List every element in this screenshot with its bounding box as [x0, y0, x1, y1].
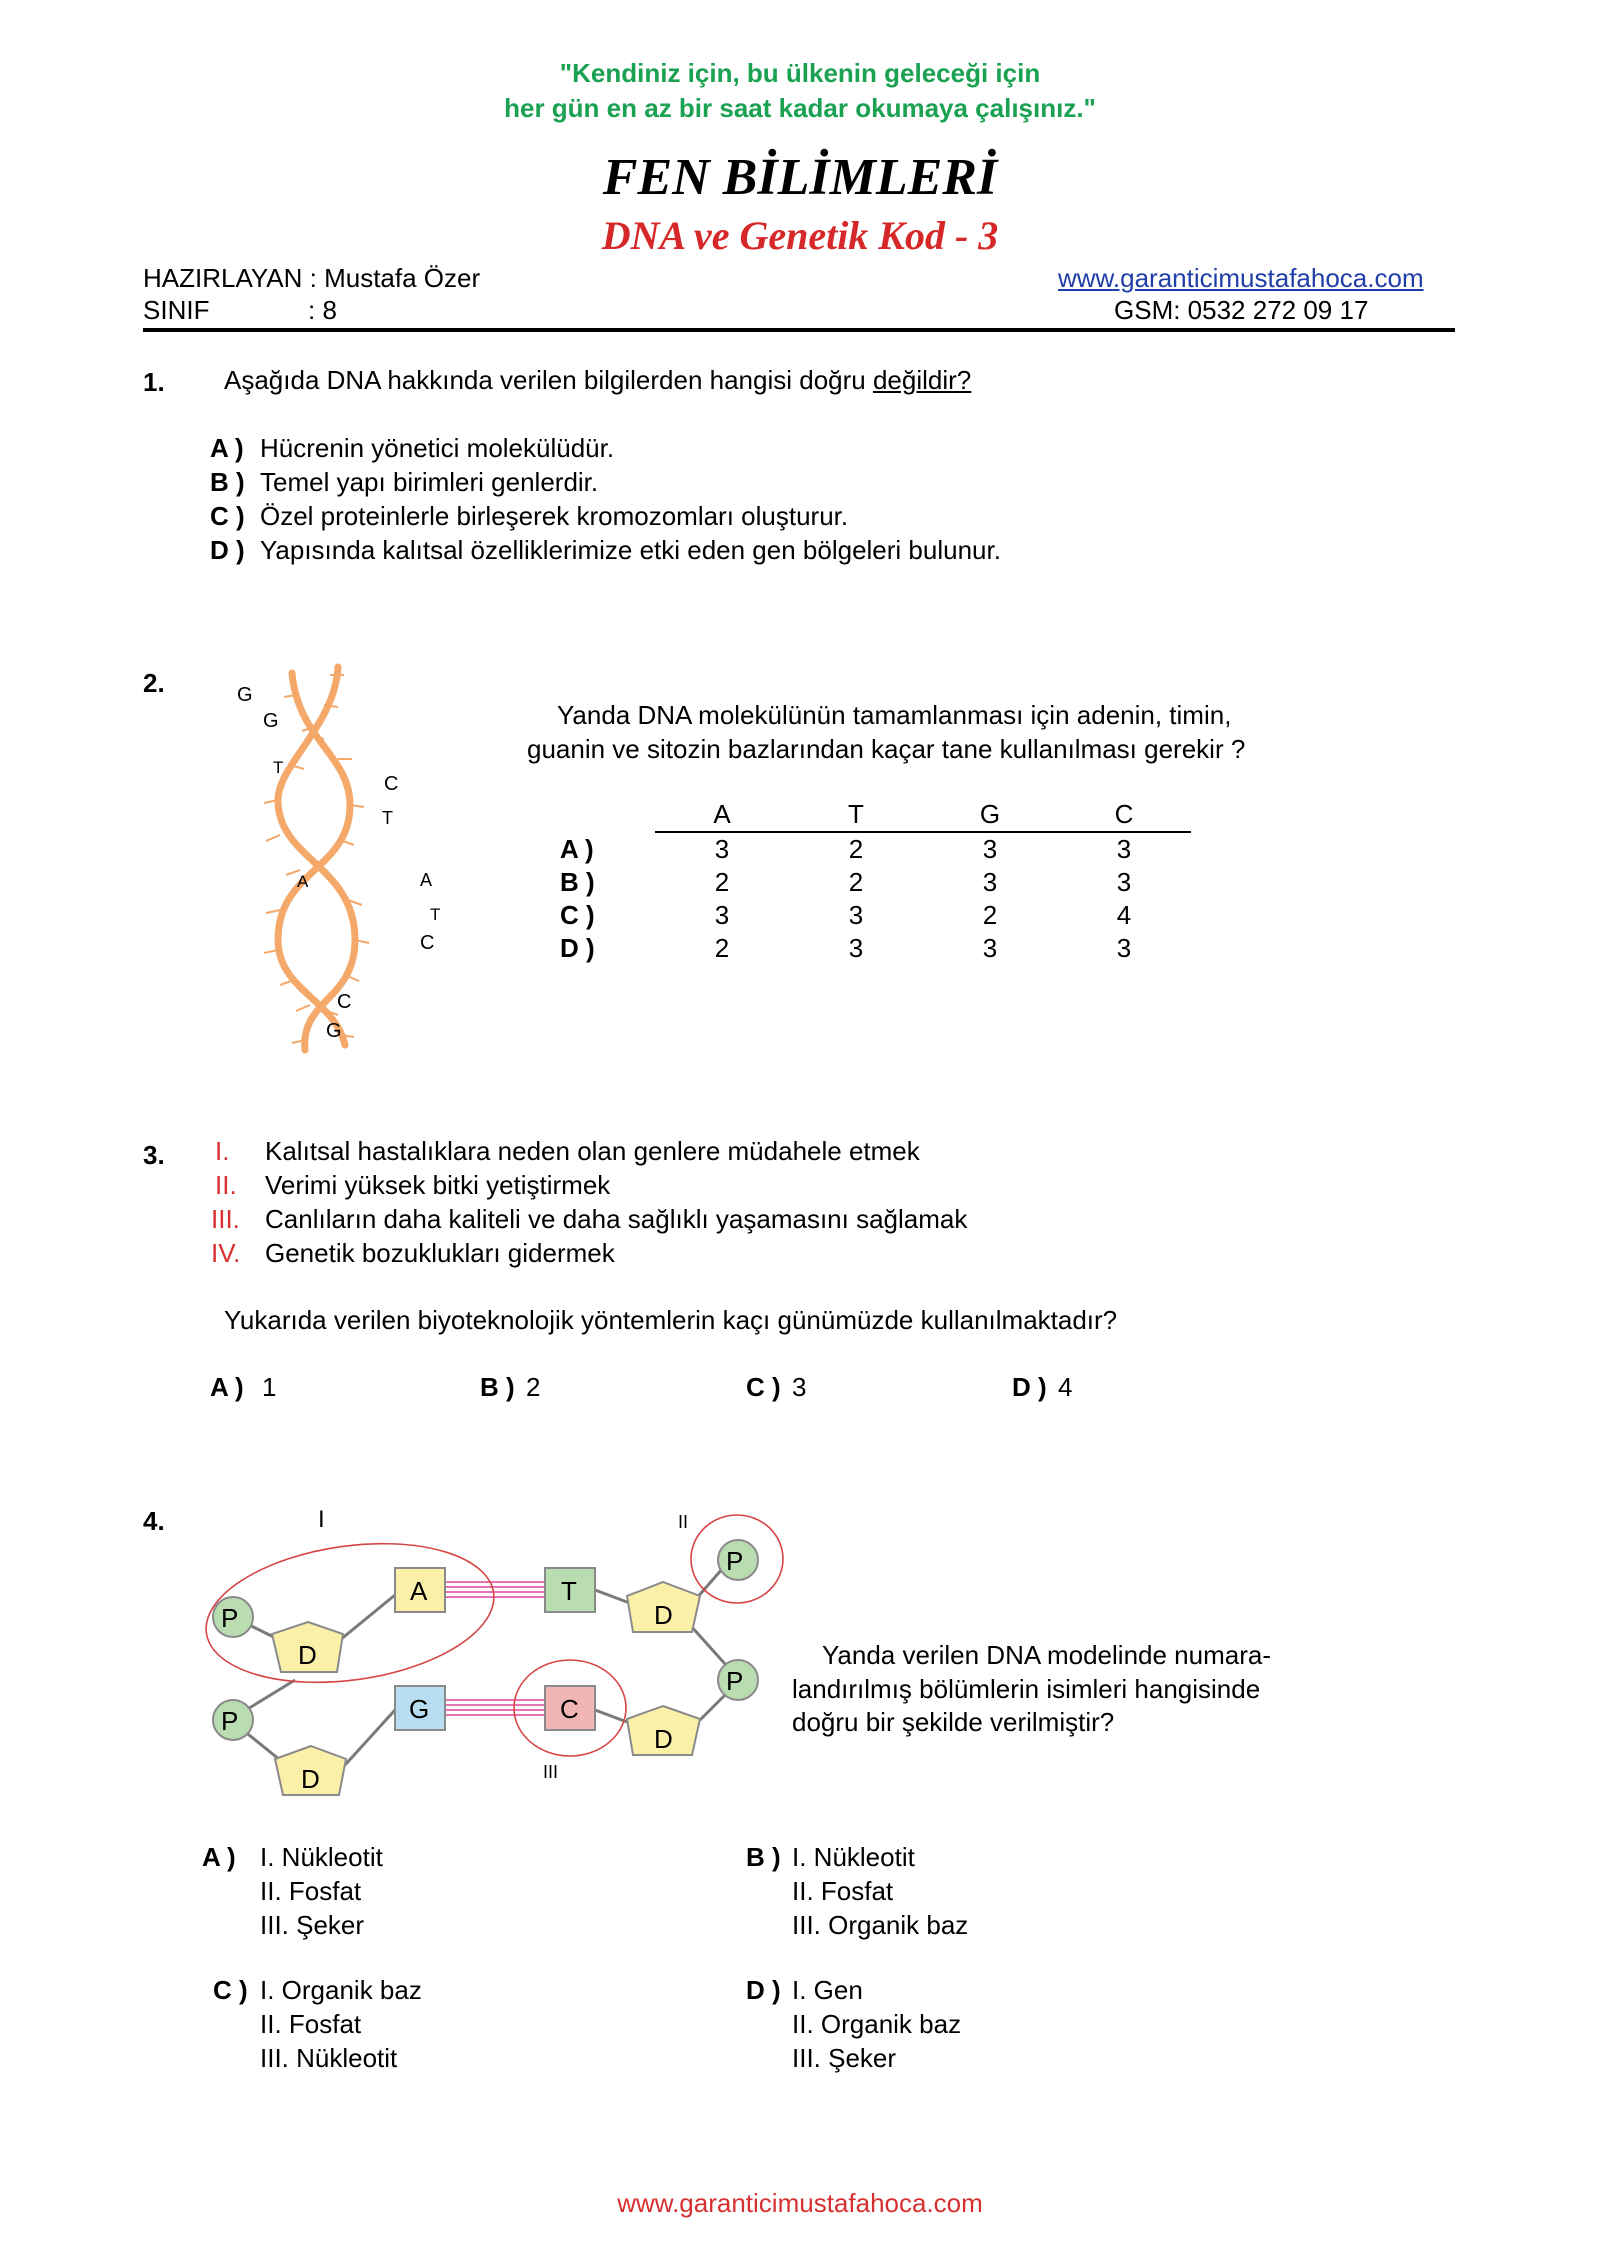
q3-item-2 — [215, 1170, 610, 1201]
q2-stem-line-1: Yanda DNA molekülünün tamamlanması için adenin, timin, — [557, 700, 1232, 730]
option-lines — [792, 1840, 968, 1942]
q1-stem — [224, 365, 971, 396]
q4-number: 4. — [143, 1506, 165, 1536]
q4-stem-line-1: Yanda verilen DNA modelinde numara- — [822, 1640, 1271, 1670]
dna-helix-figure — [220, 655, 450, 1055]
helix-label: A — [420, 870, 433, 890]
base-label-c: C — [560, 1694, 579, 1724]
q4-option-a[interactable] — [202, 1840, 383, 1942]
roman-numeral: IV. — [211, 1238, 241, 1268]
roman-numeral: III. — [211, 1204, 240, 1234]
table-header: G — [923, 798, 1057, 832]
helix-label: C — [337, 991, 352, 1013]
option-letter: C ) — [210, 501, 245, 531]
table-cell: 3 — [1116, 834, 1132, 864]
option-line: II. Fosfat — [260, 2009, 362, 2039]
q2-stem-line-2: guanin ve sitozin bazlarından kaçar tane kullanılması gerekir ? — [527, 734, 1246, 764]
helix-label: T — [273, 758, 284, 777]
q4-stem-line-3: doğru bir şekilde verilmiştir? — [792, 1707, 1115, 1737]
hydrogen-bonds — [445, 1582, 545, 1715]
phone-number: GSM: 0532 272 09 17 — [1114, 295, 1369, 325]
table-cell: 4 — [1116, 900, 1132, 930]
figure-label-I: I — [318, 1506, 325, 1533]
option-letter: D ) — [560, 933, 595, 963]
item-text: Kalıtsal hastalıklara neden olan genlere müdahele etmek — [265, 1136, 920, 1166]
header-website-link[interactable]: www.garanticimustafahoca.com — [1058, 263, 1424, 293]
sugar-label: D — [654, 1600, 673, 1630]
option-letter: B ) — [480, 1372, 515, 1402]
q1-number: 1. — [143, 367, 165, 397]
option-line: I. Gen — [792, 1975, 863, 2005]
table-cell: 3 — [714, 834, 730, 864]
q4-option-c[interactable] — [213, 1973, 422, 2075]
sugar-label: D — [654, 1724, 673, 1754]
q4-option-d[interactable] — [746, 1973, 961, 2075]
option-text: Hücrenin yönetici molekülüdür. — [260, 433, 615, 463]
q1-option-d[interactable] — [210, 535, 1001, 566]
phosphate-label: P — [221, 1603, 239, 1633]
roman-numeral: II. — [215, 1170, 237, 1200]
table-cell: 3 — [1116, 933, 1132, 963]
table-cell: 2 — [982, 900, 998, 930]
q1-option-a[interactable] — [210, 433, 614, 464]
motto-line-2: her gün en az bir saat kadar okumaya çalışınız." — [504, 93, 1096, 123]
option-text: 2 — [526, 1372, 541, 1402]
option-line: II. Fosfat — [792, 1876, 894, 1906]
base-label-t: T — [561, 1576, 577, 1606]
option-lines — [260, 1840, 383, 1942]
table-cell: 2 — [848, 867, 864, 897]
table-corner — [560, 798, 655, 832]
q3-option-c[interactable] — [746, 1372, 806, 1403]
table-header: A — [655, 798, 789, 832]
option-letter: C ) — [213, 1975, 248, 2005]
q1-stem-text: Aşağıda DNA hakkında verilen bilgilerden hangisi doğru — [224, 365, 873, 395]
header-divider — [143, 328, 1455, 332]
option-letter: B ) — [746, 1842, 781, 1872]
sugar-label: D — [298, 1640, 317, 1670]
option-line: II. Organik baz — [792, 2009, 962, 2039]
q4-stem-line-2: landırılmış bölümlerin isimleri hangisinde — [792, 1674, 1261, 1704]
q3-option-d[interactable] — [1012, 1372, 1072, 1403]
option-text: Yapısında kalıtsal özelliklerimize etki eden gen bölgeleri bulunur. — [260, 535, 1001, 565]
option-line: III. Organik baz — [792, 1910, 969, 1940]
motto-line-1: "Kendiniz için, bu ülkenin geleceği için — [559, 58, 1041, 88]
q3-item-1 — [215, 1136, 920, 1167]
footer-website-link[interactable]: www.garanticimustafahoca.com — [617, 2188, 983, 2218]
option-line: II. Fosfat — [260, 1876, 362, 1906]
helix-label: C — [384, 773, 399, 795]
table-cell: 2 — [714, 867, 730, 897]
model-shapes — [213, 1540, 758, 1795]
q3-option-b[interactable] — [480, 1372, 540, 1403]
base-label-g: G — [409, 1694, 430, 1724]
dna-model-figure — [195, 1490, 795, 1810]
page-title: FEN BİLİMLERİ — [602, 149, 998, 206]
helix-label: G — [237, 684, 253, 706]
table-cell: 3 — [848, 933, 864, 963]
helix-label: T — [382, 808, 393, 828]
option-letter: C ) — [560, 900, 595, 930]
table-row[interactable] — [560, 899, 1191, 932]
option-lines — [792, 1973, 961, 2075]
table-cell: 3 — [1116, 867, 1132, 897]
phosphate-label: P — [726, 1546, 744, 1576]
q3-number: 3. — [143, 1140, 165, 1170]
table-header: C — [1057, 798, 1191, 832]
option-letter: A ) — [210, 1372, 244, 1402]
q1-option-c[interactable] — [210, 501, 848, 532]
item-text: Genetik bozuklukları gidermek — [265, 1238, 615, 1268]
q3-option-a[interactable] — [210, 1372, 276, 1403]
prepared-by: HAZIRLAYAN : Mustafa Özer — [143, 263, 481, 293]
table-cell: 3 — [714, 900, 730, 930]
phosphate-label: P — [726, 1666, 744, 1696]
option-line: III. Şeker — [260, 1910, 365, 1940]
helix-label: G — [326, 1020, 342, 1042]
table-row[interactable] — [560, 866, 1191, 899]
helix-label: A — [297, 872, 309, 891]
q4-option-b[interactable] — [746, 1840, 968, 1942]
table-cell: 2 — [714, 933, 730, 963]
helix-label: T — [430, 905, 441, 924]
option-lines — [260, 1973, 422, 2075]
table-cell: 3 — [982, 933, 998, 963]
table-row[interactable] — [560, 832, 1191, 866]
option-letter: A ) — [210, 433, 244, 463]
table-header: T — [789, 798, 923, 832]
option-letter: D ) — [1012, 1372, 1047, 1402]
table-cell: 2 — [848, 834, 864, 864]
option-line: III. Nükleotit — [260, 2043, 398, 2073]
option-line: I. Nükleotit — [260, 1842, 383, 1872]
option-letter: B ) — [560, 867, 595, 897]
q1-stem-underlined: değildir? — [872, 365, 972, 395]
table-header-row — [560, 798, 1191, 832]
figure-label-III: III — [543, 1762, 559, 1782]
option-letter: D ) — [210, 535, 245, 565]
option-letter: B ) — [210, 467, 245, 497]
table-cell: 3 — [982, 867, 998, 897]
q3-stem: Yukarıda verilen biyoteknolojik yöntemlerin kaçı günümüzde kullanılmaktadır? — [224, 1305, 1118, 1335]
option-letter: A ) — [202, 1842, 236, 1872]
item-text: Verimi yüksek bitki yetiştirmek — [265, 1170, 611, 1200]
option-text: Temel yapı birimleri genlerdir. — [260, 467, 599, 497]
option-line: III. Şeker — [792, 2043, 897, 2073]
q3-item-3 — [211, 1204, 967, 1235]
table-cell: 3 — [982, 834, 998, 864]
option-line: I. Organik baz — [260, 1975, 422, 2005]
option-text: 3 — [792, 1372, 807, 1402]
option-letter: A ) — [560, 833, 594, 864]
page-subtitle: DNA ve Genetik Kod - 3 — [601, 213, 999, 258]
table-row[interactable] — [560, 932, 1191, 965]
option-letter: C ) — [746, 1372, 781, 1402]
helix-label: G — [263, 710, 279, 732]
option-line: I. Nükleotit — [792, 1842, 915, 1872]
option-text: 4 — [1058, 1372, 1073, 1402]
base-label-a: A — [410, 1576, 428, 1606]
figure-label-II: II — [678, 1512, 689, 1532]
table-cell: 3 — [848, 900, 864, 930]
q2-number: 2. — [143, 668, 165, 698]
option-letter: D ) — [746, 1975, 781, 2005]
grade-label: SINIF — [143, 295, 210, 325]
helix-label: C — [420, 932, 435, 954]
sugar-label: D — [301, 1764, 320, 1794]
item-text: Canlıların daha kaliteli ve daha sağlıklı yaşamasını sağlamak — [265, 1204, 968, 1234]
q2-answer-table — [560, 798, 1191, 965]
option-text: 1 — [262, 1372, 277, 1402]
grade-value: : 8 — [308, 295, 337, 325]
phosphate-label: P — [221, 1706, 239, 1736]
roman-numeral: I. — [215, 1136, 230, 1166]
q1-option-b[interactable] — [210, 467, 598, 498]
option-text: Özel proteinlerle birleşerek kromozomları oluşturur. — [260, 501, 849, 531]
q3-item-4 — [211, 1238, 615, 1269]
